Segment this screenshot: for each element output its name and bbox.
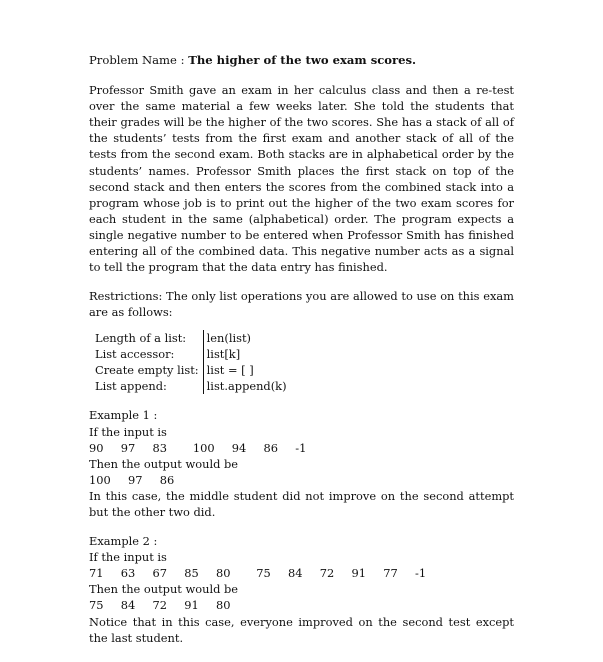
example-1: [89, 407, 514, 520]
operation-name: Length of a list:: [95, 331, 187, 346]
example-output: 100 97 86: [89, 472, 175, 487]
operation-name: List accessor:: [95, 347, 175, 362]
example-note: Notice that in this case, everyone improved on the second test except the last student.: [89, 614, 514, 645]
operation-name: Create empty list:: [95, 363, 199, 378]
operation-syntax: list = [ ]: [203, 362, 290, 378]
output-label: Then the output would be: [89, 456, 239, 471]
example-heading: Example 1 :: [89, 408, 158, 423]
example-note: In this case, the middle student did not improve on the second attempt but the other two did.: [89, 488, 514, 519]
example-input: 90 97 83 100 94 86 -1: [89, 440, 307, 455]
problem-title: [89, 52, 514, 68]
example-heading: Example 2 :: [89, 534, 158, 549]
table-row: [95, 330, 291, 346]
operation-syntax: list[k]: [203, 346, 290, 362]
example-2: [89, 533, 514, 646]
example-output: 75 84 72 91 80: [89, 598, 231, 613]
document-page: [89, 52, 514, 659]
example-input: 71 63 67 85 80 75 84 72 91 77 -1: [89, 566, 427, 581]
list-operations-table: [95, 330, 291, 394]
operation-syntax: len(list): [203, 330, 290, 346]
restrictions-text: Restrictions: The only list operations you are allowed to use on this exam are as follows:: [89, 289, 514, 320]
problem-description: Professor Smith gave an exam in her calculus class and then a re-test over the same material a few weeks later. She told the students that their grades will be the higher of the two scores. She has a stack of all of the students’ tests from the first exam and another stack of all of the tests from the second exam. Both stacks are in alphabetical order by the students’ names. Professor Smith places the first stack on top of the second stack and then enters the scores from the combined stack into a program whose job is to print out the higher of the two exam scores for each student in the same (alphabetical) order. The program expects a single negative number to be entered when Professor Smith has finished entering all of the combined data. This negative number acts as a signal to tell the program that the data entry has finished.: [89, 83, 514, 275]
operation-syntax: list.append(k): [203, 378, 290, 394]
output-label: Then the output would be: [89, 582, 239, 597]
problem-name: The higher of the two exam scores.: [188, 53, 417, 67]
problem-name-label: Problem Name :: [89, 53, 185, 67]
input-label: If the input is: [89, 424, 167, 439]
table-row: [95, 362, 291, 378]
operation-name: List append:: [95, 379, 167, 394]
table-row: [95, 346, 291, 362]
input-label: If the input is: [89, 550, 167, 565]
table-row: [95, 378, 291, 394]
